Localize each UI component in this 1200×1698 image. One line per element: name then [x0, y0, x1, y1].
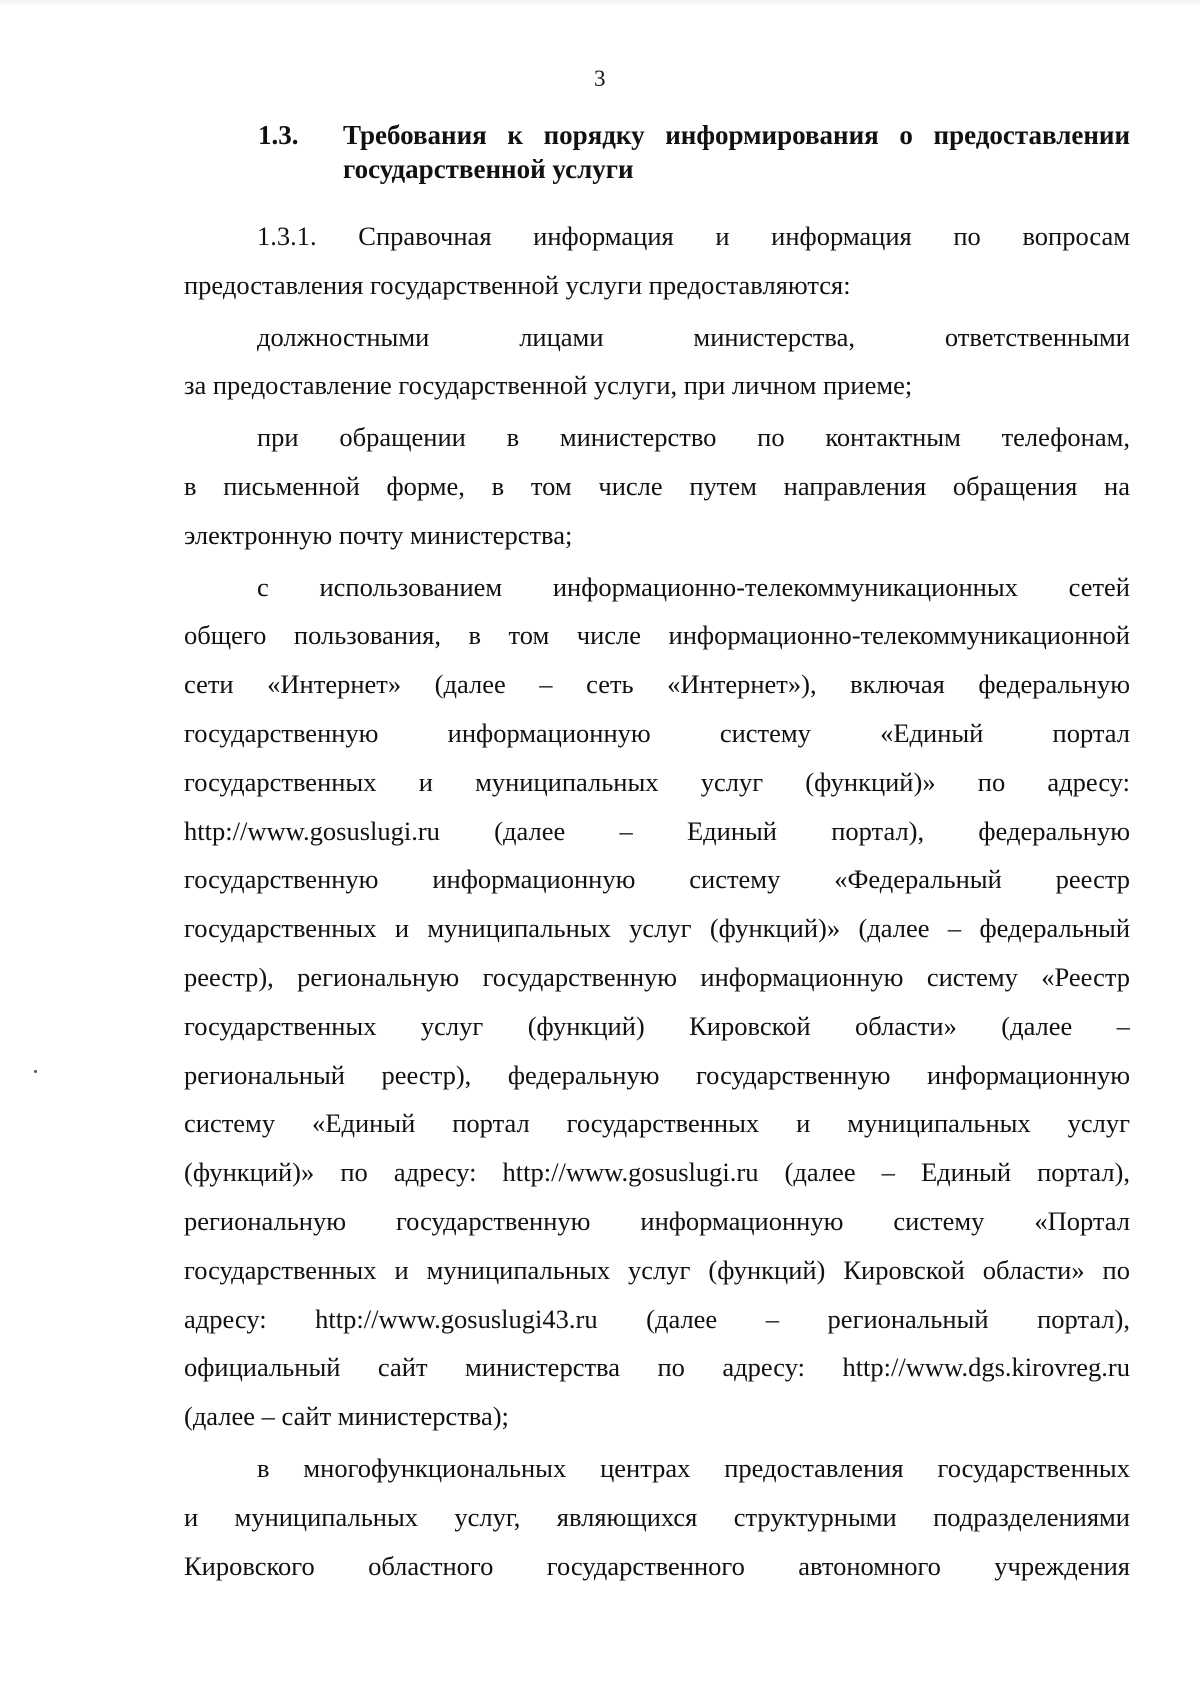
paragraph-line: государственных и муниципальных услуг (функций)» по адресу:: [184, 766, 1130, 797]
section-title-line: государственной услуги: [343, 154, 634, 184]
section-title: [343, 118, 1130, 186]
paragraph-line: должностными лицами министерства, ответственными: [257, 321, 1130, 352]
paragraph-line: за предоставление государственной услуги, при личном приеме;: [184, 370, 913, 401]
paragraph-line: государственных и муниципальных услуг (функций) Кировской области» по: [184, 1254, 1130, 1285]
paragraph-line: региональную государственную информационную систему «Портал: [184, 1205, 1130, 1236]
paragraph-line: предоставления государственной услуги предоставляются:: [184, 269, 851, 300]
paragraph-line: http://www.gosuslugi.ru (далее – Единый портал), федеральную: [184, 815, 1130, 846]
paragraph-line: (функций)» по адресу: http://www.gosuslugi.ru (далее – Единый портал),: [184, 1157, 1130, 1188]
paragraph: [184, 413, 1130, 559]
page-number: 3: [594, 66, 606, 91]
paragraph: [184, 212, 1130, 310]
scan-speck: [34, 1070, 37, 1073]
paragraph-line: в письменной форме, в том числе путем направления обращения на: [184, 470, 1130, 501]
paragraph-line: с использованием информационно-телекоммуникационных сетей: [257, 571, 1130, 602]
body-text: [184, 212, 1130, 1593]
paragraph-line: государственную информационную систему «Федеральный реестр: [184, 864, 1130, 895]
paragraph-line: систему «Единый портал государственных и муниципальных услуг: [184, 1108, 1130, 1139]
paragraph-line: (далее – сайт министерства);: [184, 1401, 509, 1432]
paragraph-line: и муниципальных услуг, являющихся структурными подразделениями: [184, 1501, 1130, 1532]
paragraph-line: региональный реестр), федеральную государственную информационную: [184, 1059, 1130, 1090]
paragraph-line: в многофункциональных центрах предоставления государственных: [257, 1452, 1130, 1483]
paragraph-line: электронную почту министерства;: [184, 519, 573, 550]
paragraph: [184, 563, 1130, 1441]
paragraph-line: государственных услуг (функций) Кировской области» (далее –: [184, 1010, 1130, 1041]
scan-edge: [0, 0, 1200, 6]
paragraph-line: общего пользования, в том числе информационно-телекоммуникационной: [184, 620, 1130, 651]
paragraph-line: государственную информационную систему «Единый портал: [184, 717, 1130, 748]
paragraph-line: адресу: http://www.gosuslugi43.ru (далее – региональный портал),: [184, 1303, 1130, 1334]
paragraph-line: официальный сайт министерства по адресу: http://www.dgs.kirovreg.ru: [184, 1352, 1130, 1383]
paragraph: [184, 1444, 1130, 1590]
section-number: 1.3.: [258, 120, 299, 150]
paragraph-line: сети «Интернет» (далее – сеть «Интернет»), включая федеральную: [184, 669, 1130, 700]
paragraph-line: Кировского областного государственного автономного учреждения: [184, 1550, 1130, 1581]
paragraph-line: реестр), региональную государственную информационную систему «Реестр: [184, 961, 1130, 992]
paragraph-line: 1.3.1. Справочная информация и информация по вопросам: [257, 221, 1130, 251]
paragraph-line: при обращении в министерство по контактным телефонам,: [257, 422, 1130, 453]
section-title-line: Требования к порядку информирования о предоставлении: [343, 120, 1130, 150]
paragraph-line: государственных и муниципальных услуг (функций)» (далее – федеральный: [184, 913, 1130, 944]
paragraph: [184, 313, 1130, 411]
